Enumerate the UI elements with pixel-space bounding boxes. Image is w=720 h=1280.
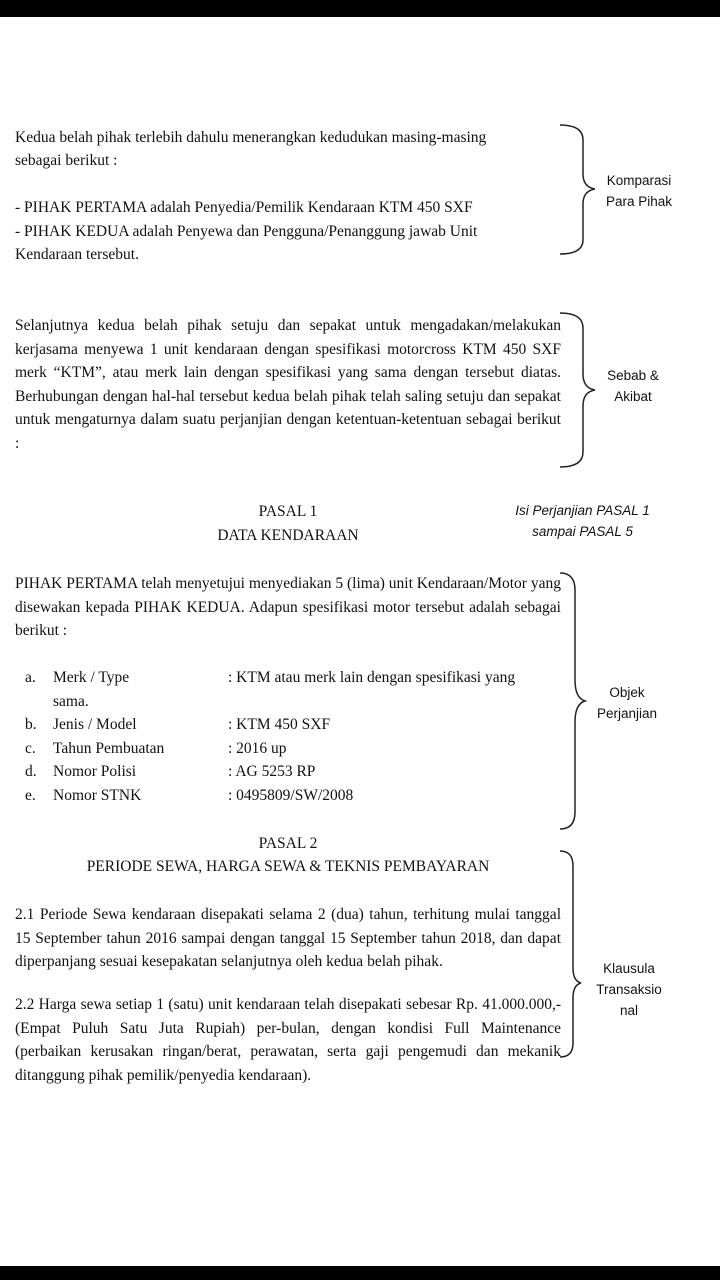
spec-key: Merk / Type: [53, 669, 130, 686]
pasal2-title: PASAL 2: [258, 835, 318, 852]
intro-line-1: Kedua belah pihak terlebih dahulu menerangkan kedudukan masing-masing: [15, 129, 487, 146]
pasal2-paragraph-2-2: 2.2 Harga sewa setiap 1 (satu) unit kendaraan telah disepakati sebesar Rp. 41.000.000,- (Empat Puluh Satu Juta Rupiah) per-bulan, dengan kondisi Full Maintenance (perbaikan kerusakan ringan/berat, perawatan, serta gaji pengemudi dan mekanik ditanggung pihak pemilik/penyedia kendaraan).: [15, 996, 561, 1084]
note-klausula-line2: Transaksio: [596, 982, 662, 997]
pasal2-subtitle: PERIODE SEWA, HARGA SEWA & TEKNIS PEMBAYARAN: [86, 858, 490, 875]
note-komparasi-line1: Komparasi: [606, 173, 672, 188]
note-sebab-akibat: [596, 365, 670, 407]
reason-paragraph: Selanjutnya kedua belah pihak setuju dan sepakat untuk mengadakan/melakukan kerjasama menyewa 1 unit kendaraan dengan spesifikasi motorcross KTM 450 SXF merk “KTM”, atau merk lain dengan spesifikasi yang sama dengan tersebut diatas. Berhubungan dengan hal-hal tersebut kedua belah pihak telah saling setuju dan sepakat untuk mengaturnya dalam suatu perjanjian dengan ketentuan-ketentuan sebagai berikut :: [15, 317, 561, 452]
spec-key: Jenis / Model: [53, 716, 137, 733]
spec-value: : KTM atau merk lain dengan spesifikasi yang: [228, 669, 516, 686]
note-klausula-line3: nal: [619, 1003, 638, 1018]
spec-item-e: [25, 784, 353, 808]
pihak-kedua-text-cont: Kendaraan tersebut.: [15, 246, 139, 263]
spec-key: Tahun Pembuatan: [53, 740, 165, 757]
spec-item-b: [25, 713, 330, 737]
intro-line-2: sebagai berikut :: [15, 152, 118, 169]
spec-item-a-cont: sama.: [53, 693, 89, 710]
pihak-kedua-text: - PIHAK KEDUA adalah Penyewa dan Pengguna/Penanggung jawab Unit: [15, 223, 478, 240]
note-isi-perjanjian: [490, 500, 675, 542]
spec-value: : KTM 450 SXF: [228, 716, 331, 733]
spec-key: Nomor Polisi: [53, 763, 137, 780]
navigation-bar: [0, 1266, 720, 1280]
spec-letter: e.: [25, 787, 36, 804]
spec-key: Nomor STNK: [53, 787, 142, 804]
note-isi-line1: Isi Perjanjian PASAL 1: [515, 503, 650, 518]
note-klausula-transaksional: [588, 958, 670, 1021]
note-komparasi-line2: Para Pihak: [605, 194, 673, 209]
brace-sebab: [555, 310, 595, 470]
spec-value: : 2016 up: [228, 740, 287, 757]
spec-value: : 0495809/SW/2008: [228, 787, 354, 804]
spec-letter: a.: [25, 669, 36, 686]
pasal1-title: PASAL 1: [258, 503, 318, 520]
note-objek-line2: Perjanjian: [596, 706, 658, 721]
spec-letter: c.: [25, 740, 36, 757]
spec-item-c: [25, 737, 287, 761]
pasal1-paragraph: PIHAK PERTAMA telah menyetujui menyediakan 5 (lima) unit Kendaraan/Motor yang disewakan kepada PIHAK KEDUA. Adapun spesifikasi motor tersebut adalah sebagai berikut :: [15, 575, 561, 639]
spec-letter: b.: [25, 716, 37, 733]
pihak-pertama-text: - PIHAK PERTAMA adalah Penyedia/Pemilik Kendaraan KTM 450 SXF: [15, 199, 473, 216]
note-klausula-line1: Klausula: [603, 961, 655, 976]
pasal1-subtitle: DATA KENDARAAN: [217, 527, 359, 544]
note-objek-perjanjian: [588, 682, 666, 724]
note-sebab-line1: Sebab &: [607, 368, 659, 383]
status-bar: [0, 0, 720, 17]
spec-letter: d.: [25, 763, 37, 780]
note-isi-line2: sampai PASAL 5: [532, 524, 633, 539]
spec-value: : AG 5253 RP: [228, 763, 316, 780]
spec-item-a: [25, 666, 515, 690]
brace-komparasi: [555, 122, 595, 257]
note-sebab-line2: Akibat: [614, 389, 652, 404]
pasal2-paragraph-2-1: 2.1 Periode Sewa kendaraan disepakati selama 2 (dua) tahun, terhitung mulai tanggal 15 September tahun 2016 sampai dengan tanggal 15 September tahun 2018, dan dapat diperpanjang sesuai kesepakatan selanjutnya oleh kedua belah pihak.: [15, 906, 561, 970]
brace-klausula: [555, 848, 595, 1060]
spec-item-d: [25, 760, 315, 784]
note-komparasi: [596, 170, 682, 212]
note-objek-line1: Objek: [609, 685, 645, 700]
